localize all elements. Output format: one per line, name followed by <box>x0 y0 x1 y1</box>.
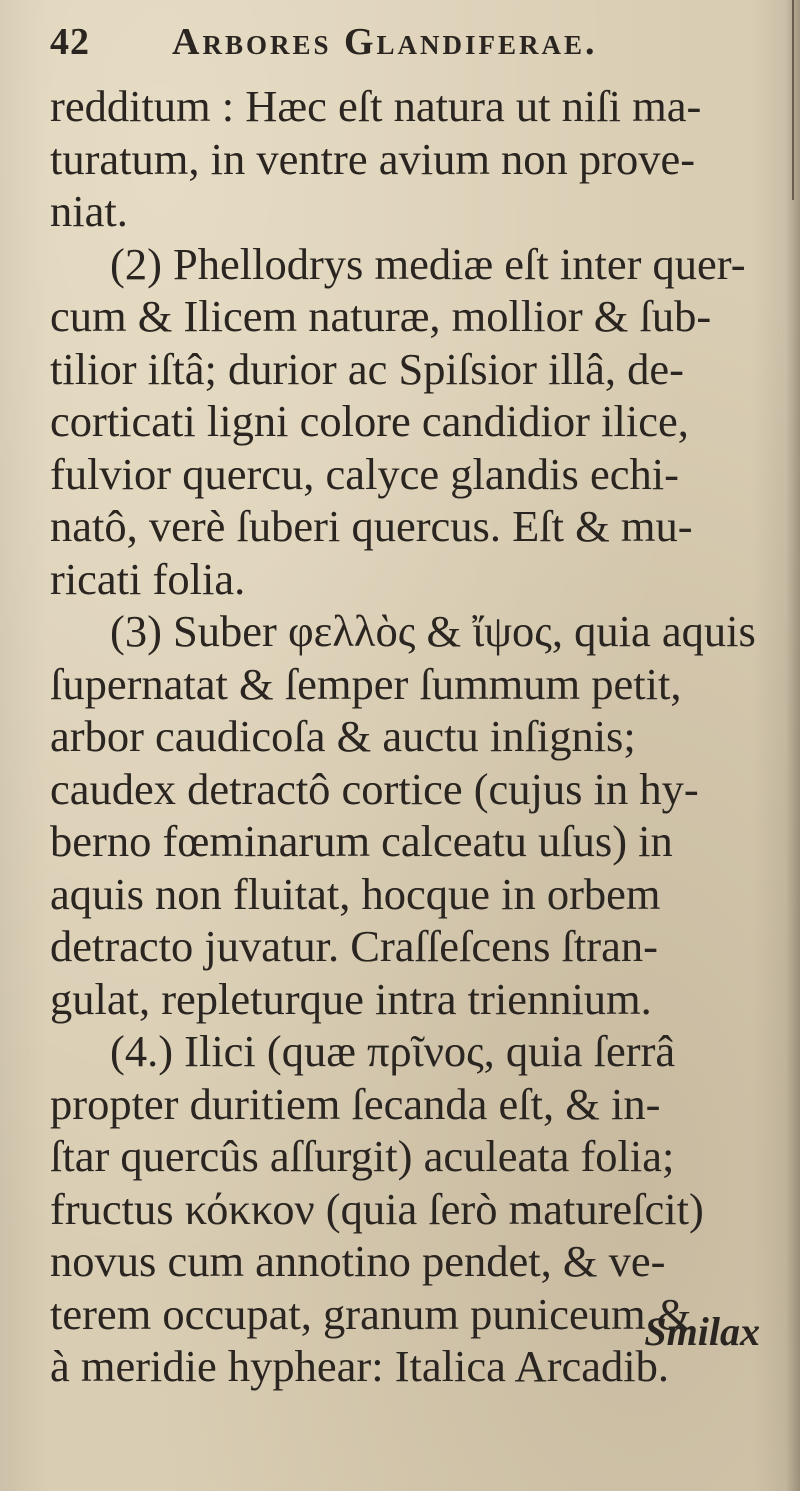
text-line: ſtar quercûs aſſurgit) aculeata folia; <box>50 1131 675 1181</box>
text-line: terem occupat, granum puniceum & <box>50 1288 692 1339</box>
text-line: (4.) Ilici (quæ πρῖνος, quia ſerrâ <box>110 1026 676 1076</box>
catchword: Smilax <box>644 1309 760 1354</box>
text-line: niat. <box>50 186 128 236</box>
page-number: 42 <box>50 21 90 63</box>
body-text <box>50 80 770 1393</box>
text-line: à meridie hyphear: Italica Arcadib. <box>50 1341 670 1391</box>
text-line: fructus κόκκον (quia ſerò matureſcit) <box>50 1183 704 1234</box>
text-line: ſupernatat & ſemper ſummum petit, <box>50 658 682 709</box>
text-line: detracto juvatur. Craſſeſcens ſtran- <box>50 921 658 971</box>
text-line: cum & Ilicem naturæ, mollior & ſub- <box>50 291 712 341</box>
text-line: (3) Suber φελλὸς & ἴψος, quia aquis <box>110 606 756 656</box>
page-edge-line <box>792 0 794 200</box>
text-line: berno fœminarum calceatu uſus) in <box>50 816 673 866</box>
page-header <box>50 20 730 70</box>
text-line: novus cum annotino pendet, & ve- <box>50 1236 666 1286</box>
text-line: fulvior quercu, calyce glandis echi- <box>50 448 679 499</box>
text-line: corticati ligni colore candidior ilice, <box>50 396 689 446</box>
text-line: (2) Phellodrys mediæ eſt inter quer- <box>110 238 746 289</box>
text-line: caudex detractô cortice (cujus in hy- <box>50 763 699 814</box>
text-line: turatum, in ventre avium non prove- <box>50 133 696 184</box>
text-line: aquis non fluitat, hocque in orbem <box>50 868 661 919</box>
text-line: gulat, repleturque intra triennium. <box>50 973 652 1024</box>
text-line: natô, verè ſuberi quercus. Eſt & mu- <box>50 501 693 551</box>
text-line: ricati folia. <box>50 553 246 604</box>
running-head: Arbores Glandiferae. <box>172 21 598 63</box>
text-line: arbor caudicoſa & auctu inſignis; <box>50 711 636 761</box>
text-line: redditum : Hæc eſt natura ut niſi ma- <box>50 81 702 131</box>
text-line: tilior iſtâ; durior ac Spiſsior illâ, de- <box>50 343 684 394</box>
page-edge-shadow <box>786 0 800 1491</box>
text-line: propter duritiem ſecanda eſt, & in- <box>50 1078 661 1129</box>
